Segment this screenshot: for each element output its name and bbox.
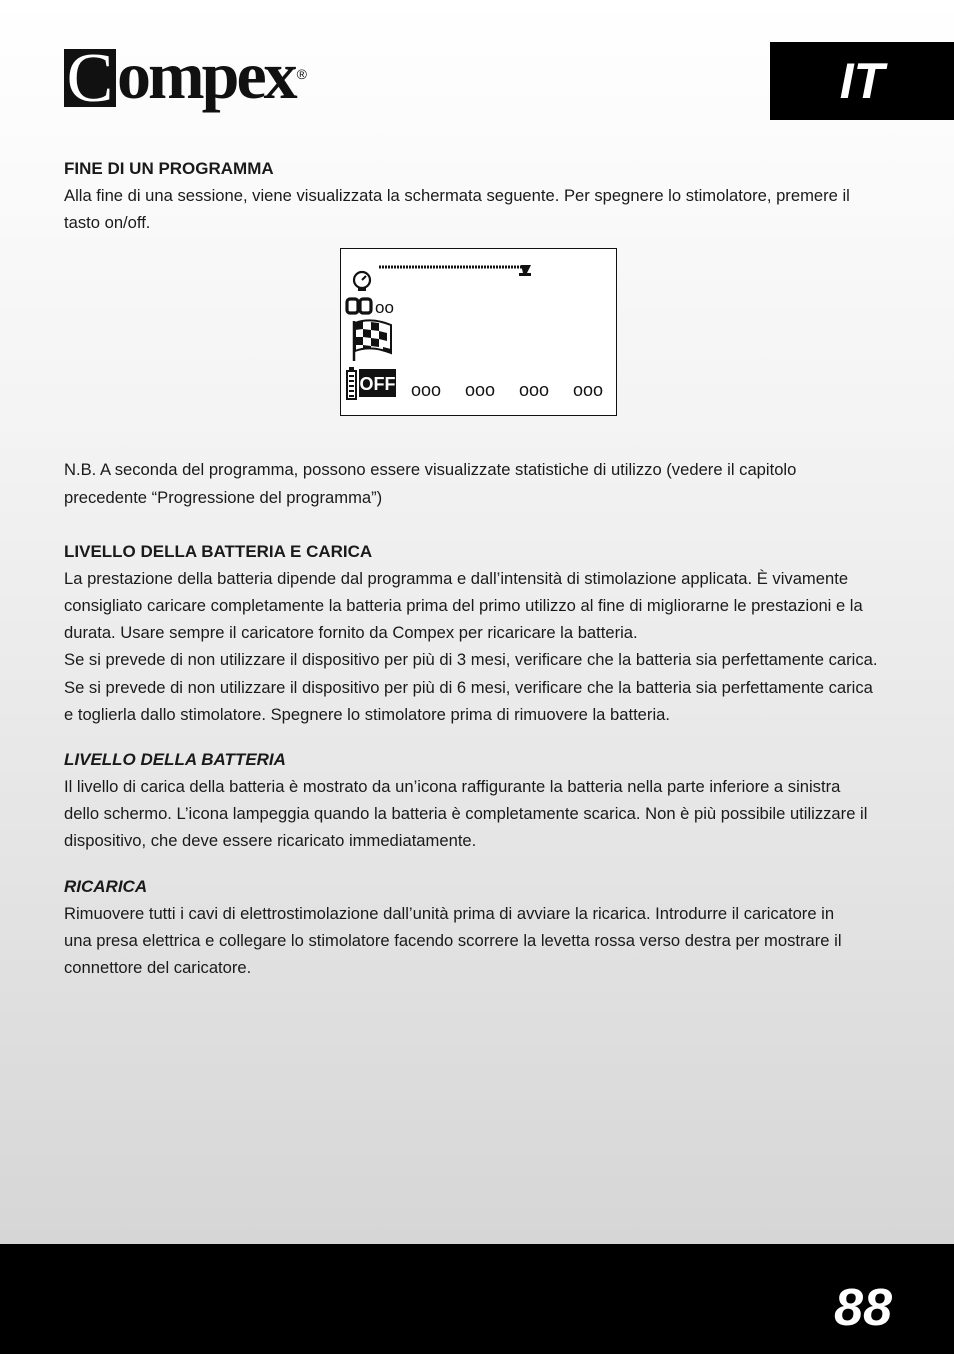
page-number: 88 <box>834 1279 892 1337</box>
paragraph-line: tasto on/off. <box>64 213 151 233</box>
timer-digits-icon <box>347 299 371 313</box>
off-indicator-label: OFF <box>359 374 395 395</box>
stopwatch-icon <box>354 272 370 291</box>
progress-bar-icon <box>379 265 531 276</box>
paragraph-line: La prestazione della batteria dipende dal programma e dall’intensità di stimolazione applicata. È vivamente <box>64 568 849 588</box>
paragraph-line: consigliato caricare completamente la batteria prima del primo utilizzo al fine di migliorarne le prestazioni e la <box>64 596 863 616</box>
compex-logo <box>64 37 307 120</box>
paragraph-line: connettore del caricatore. <box>64 958 252 978</box>
paragraph-line: Se si prevede di non utilizzare il dispositivo per più di 3 mesi, verificare che la batteria sia perfettamente carica. <box>64 650 878 670</box>
paragraph-line: dispositivo, che deve essere ricaricato immediatamente. <box>64 831 477 851</box>
section-title-batteria-carica: LIVELLO DELLA BATTERIA E CARICA <box>64 541 373 561</box>
paragraph-line: N.B. A seconda del programma, possono essere visualizzate statistiche di utilizzo (vedere il capitolo <box>64 460 797 480</box>
paragraph-line: Il livello di carica della batteria è mostrato da un’icona raffigurante la batteria nella parte inferiore a sinistra <box>64 777 841 797</box>
section-title-livello: LIVELLO DELLA BATTERIA <box>64 750 286 770</box>
paragraph-line: durata. Usare sempre il caricatore fornito da Compex per ricaricare la batteria. <box>64 623 638 643</box>
paragraph-line: Alla fine di una sessione, viene visualizzata la schermata seguente. Per spegnere lo stimolatore, premere il <box>64 186 850 205</box>
paragraph-line: dello schermo. L’icona lampeggia quando la batteria è completamente scarica. Non è più possibile utilizzare il <box>64 804 868 824</box>
timer-small-digits: oo <box>374 298 394 318</box>
section-title-fine: FINE DI UN PROGRAMMA <box>64 159 274 178</box>
channel-4-readout: ooo <box>572 380 603 401</box>
registered-mark: ® <box>296 66 307 82</box>
paragraph-line: Se si prevede di non utilizzare il dispositivo per più di 6 mesi, verificare che la batteria sia perfettamente carica <box>64 677 873 697</box>
channel-3-readout: ooo <box>518 380 549 401</box>
page-content <box>64 155 892 981</box>
page-footer <box>0 1244 954 1354</box>
device-screen-illustration <box>340 248 617 416</box>
paragraph-line: una presa elettrica e collegare lo stimolatore facendo scorrere la levetta rossa verso destra per mostrare il <box>64 930 842 950</box>
section-title-ricarica: RICARICA <box>64 876 148 896</box>
logo-initial: C <box>64 49 116 107</box>
logo-wordmark: ompex <box>117 37 295 113</box>
channel-2-readout: ooo <box>464 380 495 401</box>
paragraph-line: precedente “Progressione del programma”) <box>64 487 383 507</box>
checkered-flag-icon <box>354 321 391 362</box>
battery-icon <box>347 367 356 399</box>
channel-1-readout: ooo <box>410 380 441 401</box>
paragraph-line: e toglierla dallo stimolatore. Spegnere lo stimolatore prima di rimuovere la batteria. <box>64 704 670 724</box>
language-tab: IT <box>770 42 954 120</box>
paragraph-line: Rimuovere tutti i cavi di elettrostimolazione dall’unità prima di avviare la ricarica. Introdurre il caricatore in <box>64 903 835 923</box>
